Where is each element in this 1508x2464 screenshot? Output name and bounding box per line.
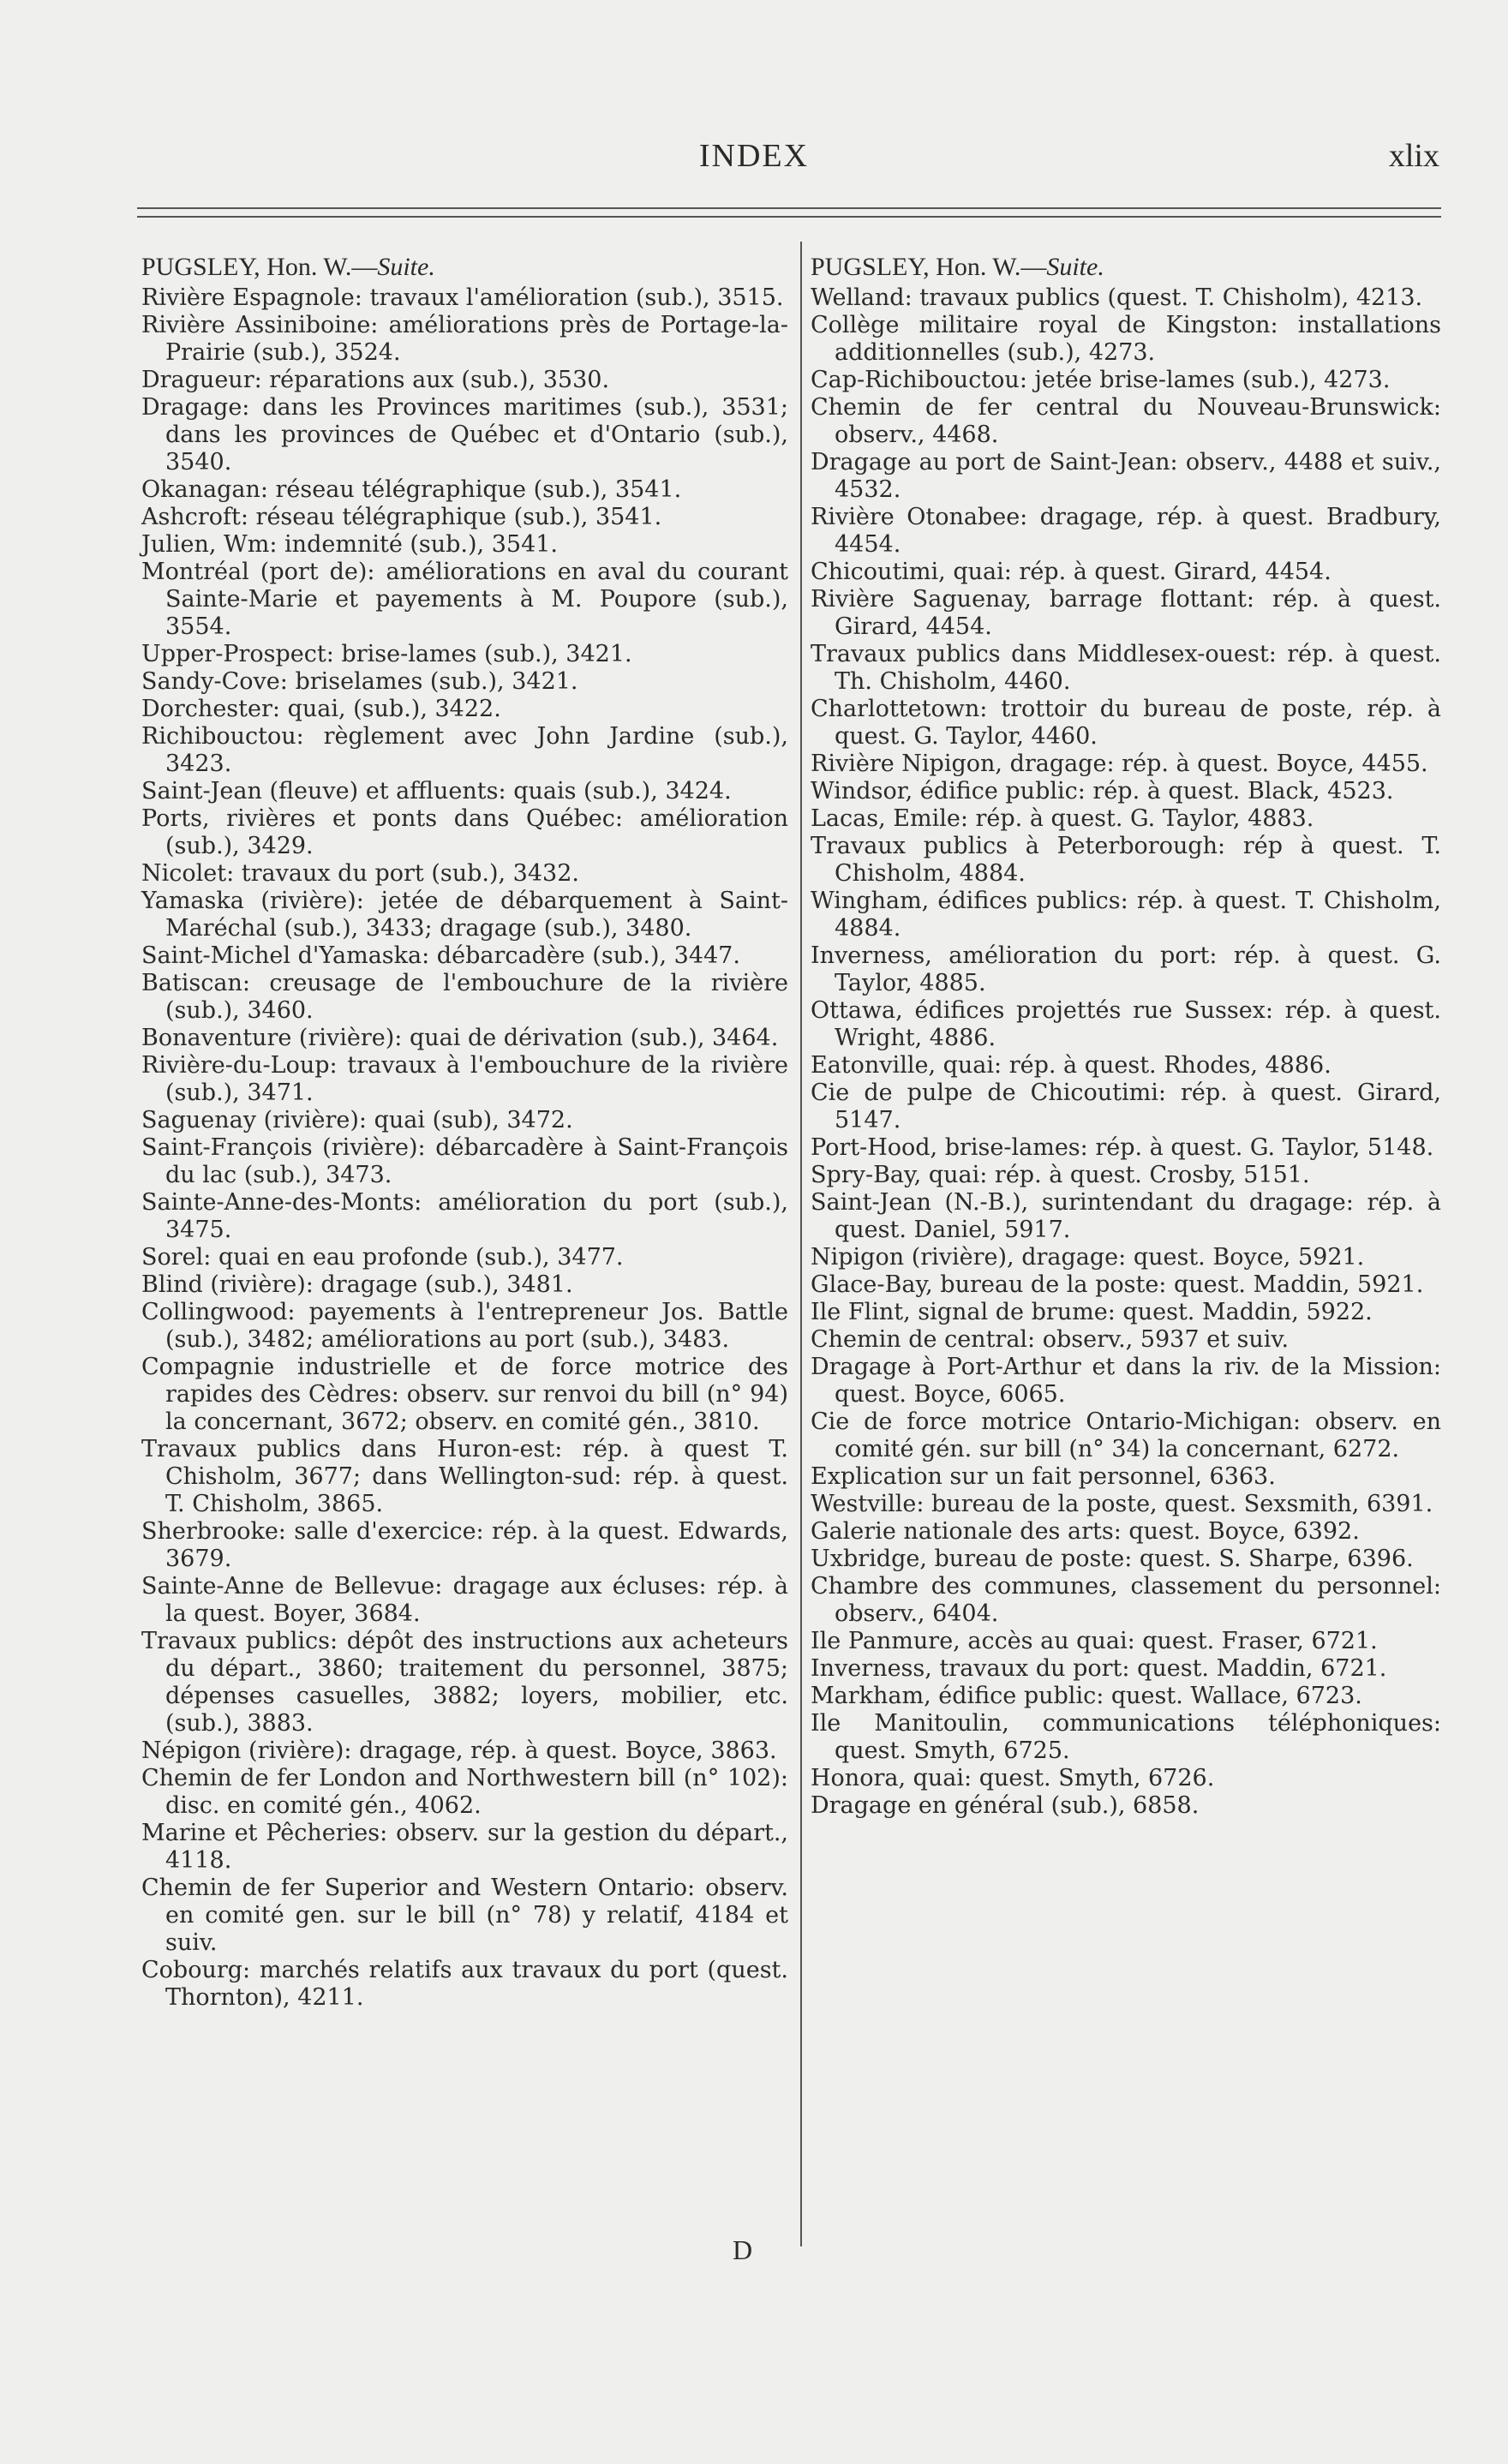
index-entry: Dragage au port de Saint-Jean: observ., 4488 et suiv., 4532. — [811, 449, 1441, 503]
index-entry: Upper-Prospect: brise-lames (sub.), 3421. — [141, 641, 632, 667]
index-entry: Collingwood: payements à l'entrepreneur Jos. Battle (sub.), 3482; améliorations au port (sub.), 3483. — [141, 1299, 788, 1353]
signature-mark: D — [733, 2234, 753, 2265]
index-entry: Travaux publics: dépôt des instructions aux acheteurs du départ., 3860; traitement du personnel, 3875; dépenses casuelles, 3882; loyers, mobilier, etc. (sub.), 3883. — [141, 1628, 788, 1737]
index-entry: Travaux publics à Peterborough: rép à quest. T. Chisholm, 4884. — [811, 833, 1441, 887]
index-entry: Saguenay (rivière): quai (sub), 3472. — [141, 1107, 573, 1133]
index-entry: Richibouctou: règlement avec John Jardine (sub.), 3423. — [141, 723, 788, 777]
index-entry: Cie de force motrice Ontario-Michigan: observ. en comité gén. sur bill (n° 34) la concernant, 6272. — [811, 1408, 1441, 1462]
index-entry: Chambre des communes, classement du personnel: observ., 6404. — [811, 1573, 1441, 1627]
index-entry: Rivière Espagnole: travaux l'amélioration (sub.), 3515. — [141, 284, 784, 311]
index-entry: Inverness, travaux du port: quest. Maddin, 6721. — [811, 1655, 1387, 1682]
running-head — [0, 137, 1508, 180]
index-entry: Travaux publics dans Middlesex-ouest: rép. à quest. Th. Chisholm, 4460. — [811, 641, 1441, 695]
index-entry: Saint-François (rivière): débarcadère à Saint-François du lac (sub.), 3473. — [141, 1134, 788, 1188]
index-entry: Dorchester: quai, (sub.), 3422. — [141, 696, 501, 722]
index-entry: Ashcroft: réseau télégraphique (sub.), 3541. — [141, 504, 662, 530]
index-entry: Ile Panmure, accès au quai: quest. Fraser, 6721. — [811, 1628, 1378, 1654]
heading-suffix: Suite. — [1046, 253, 1104, 281]
index-entry: Rivière Saguenay, barrage flottant: rép. à quest. Girard, 4454. — [811, 586, 1441, 640]
index-entry: Dragage à Port-Arthur et dans la riv. de la Mission: quest. Boyce, 6065. — [811, 1354, 1441, 1408]
index-entry: Saint-Jean (fleuve) et affluents: quais (sub.), 3424. — [141, 778, 732, 804]
index-entry: Cap-Richibouctou: jetée brise-lames (sub.), 4273. — [811, 367, 1391, 393]
index-entry: Chemin de fer central du Nouveau-Brunswick: observ., 4468. — [811, 394, 1441, 448]
index-entry: Cie de pulpe de Chicoutimi: rép. à quest. Girard, 5147. — [811, 1079, 1441, 1133]
index-entry: Chicoutimi, quai: rép. à quest. Girard, 4454. — [811, 559, 1331, 585]
index-entry: Julien, Wm: indemnité (sub.), 3541. — [141, 531, 559, 558]
column-divider — [800, 242, 802, 2246]
index-entry: Cobourg: marchés relatifs aux travaux du port (quest. Thornton), 4211. — [141, 1957, 788, 2011]
heading-name: PUGSLEY, Hon. W.— — [811, 253, 1047, 281]
index-entry: Chemin de fer London and Northwestern bill (n° 102): disc. en comité gén., 4062. — [141, 1765, 788, 1819]
index-entry: Explication sur un fait personnel, 6363. — [811, 1463, 1276, 1490]
index-entry: Rivière-du-Loup: travaux à l'embouchure de la rivière (sub.), 3471. — [141, 1052, 788, 1106]
left-entry-list — [141, 284, 788, 2012]
index-entry: Markham, édifice public: quest. Wallace, 6723. — [811, 1683, 1362, 1709]
index-entry: Rivière Nipigon, dragage: rép. à quest. Boyce, 4455. — [811, 751, 1428, 777]
heading-suffix: Suite. — [377, 253, 435, 281]
index-entry: Sandy-Cove: briselames (sub.), 3421. — [141, 668, 578, 695]
page-title: INDEX — [698, 138, 810, 174]
index-entry: Batiscan: creusage de l'embouchure de la rivière (sub.), 3460. — [141, 970, 788, 1024]
index-entry: Ile Flint, signal de brume: quest. Maddin, 5922. — [811, 1299, 1373, 1325]
index-entry: Port-Hood, brise-lames: rép. à quest. G. Taylor, 5148. — [811, 1134, 1434, 1161]
index-entry: Glace-Bay, bureau de la poste: quest. Maddin, 5921. — [811, 1271, 1424, 1298]
index-entry: Galerie nationale des arts: quest. Boyce, 6392. — [811, 1518, 1360, 1545]
index-entry: Compagnie industrielle et de force motrice des rapides des Cèdres: observ. sur renvoi du bill (n° 94) la concernant, 3672; observ. en comité gén., 3810. — [141, 1354, 788, 1435]
index-entry: Collège militaire royal de Kingston: installations additionnelles (sub.), 4273. — [811, 312, 1441, 366]
index-entry: Inverness, amélioration du port: rép. à quest. G. Taylor, 4885. — [811, 942, 1441, 996]
index-entry: Ports, rivières et ponts dans Québec: amélioration (sub.), 3429. — [141, 805, 788, 859]
header-rule-top — [137, 207, 1441, 209]
index-entry: Blind (rivière): dragage (sub.), 3481. — [141, 1271, 573, 1298]
left-column-heading — [141, 252, 788, 283]
index-entry: Rivière Assiniboine: améliorations près de Portage-la-Prairie (sub.), 3524. — [141, 312, 788, 366]
index-entry: Wingham, édifices publics: rép. à quest. T. Chisholm, 4884. — [811, 888, 1441, 942]
index-entry: Sainte-Anne de Bellevue: dragage aux écluses: rép. à la quest. Boyer, 3684. — [141, 1573, 788, 1627]
index-entry: Sainte-Anne-des-Monts: amélioration du port (sub.), 3475. — [141, 1189, 788, 1243]
index-entry: Lacas, Emile: rép. à quest. G. Taylor, 4883. — [811, 805, 1314, 832]
index-entry: Dragage: dans les Provinces maritimes (sub.), 3531; dans les provinces de Québec et d'Ontario (sub.), 3540. — [141, 394, 788, 475]
index-entry: Chemin de central: observ., 5937 et suiv. — [811, 1326, 1290, 1353]
index-entry: Népigon (rivière): dragage, rép. à quest. Boyce, 3863. — [141, 1737, 777, 1764]
index-entry: Westville: bureau de la poste, quest. Sexsmith, 6391. — [811, 1491, 1433, 1517]
index-entry: Charlottetown: trottoir du bureau de poste, rép. à quest. G. Taylor, 4460. — [811, 696, 1441, 750]
right-entry-list — [811, 284, 1441, 1820]
left-column — [141, 252, 788, 2012]
right-column — [811, 252, 1441, 1820]
index-entry: Bonaventure (rivière): quai de dérivation (sub.), 3464. — [141, 1025, 779, 1051]
heading-name: PUGSLEY, Hon. W.— — [141, 253, 378, 281]
index-entry: Saint-Michel d'Yamaska: débarcadère (sub.), 3447. — [141, 942, 740, 969]
index-entry: Okanagan: réseau télégraphique (sub.), 3541. — [141, 476, 682, 503]
index-entry: Chemin de fer Superior and Western Ontario: observ. en comité gen. sur le bill (n° 78) y relatif, 4184 et suiv. — [141, 1875, 788, 1956]
index-entry: Montréal (port de): améliorations en aval du courant Sainte-Marie et payements à M. Poupore (sub.), 3554. — [141, 559, 788, 640]
index-entry: Ile Manitoulin, communications téléphoniques: quest. Smyth, 6725. — [811, 1710, 1441, 1764]
index-entry: Dragueur: réparations aux (sub.), 3530. — [141, 367, 610, 393]
index-entry: Sherbrooke: salle d'exercice: rép. à la quest. Edwards, 3679. — [141, 1518, 788, 1572]
right-column-heading — [811, 252, 1441, 283]
index-entry: Marine et Pêcheries: observ. sur la gestion du départ., 4118. — [141, 1820, 788, 1874]
index-entry: Nicolet: travaux du port (sub.), 3432. — [141, 860, 579, 887]
index-entry: Rivière Otonabee: dragage, rép. à quest. Bradbury, 4454. — [811, 504, 1441, 558]
index-entry: Nipigon (rivière), dragage: quest. Boyce, 5921. — [811, 1244, 1365, 1271]
header-rule-bottom — [137, 216, 1441, 218]
index-entry: Saint-Jean (N.-B.), surintendant du dragage: rép. à quest. Daniel, 5917. — [811, 1189, 1441, 1243]
index-entry: Dragage en général (sub.), 6858. — [811, 1792, 1200, 1819]
index-entry: Travaux publics dans Huron-est: rép. à quest T. Chisholm, 3677; dans Wellington-sud: rép. à quest. T. Chisholm, 3865. — [141, 1436, 788, 1517]
index-entry: Ottawa, édifices projettés rue Sussex: rép. à quest. Wright, 4886. — [811, 997, 1441, 1051]
index-entry: Sorel: quai en eau profonde (sub.), 3477. — [141, 1244, 624, 1271]
page-number: xlix — [1388, 138, 1439, 174]
index-entry: Yamaska (rivière): jetée de débarquement à Saint-Maréchal (sub.), 3433; dragage (sub.), 3480. — [141, 888, 788, 942]
index-entry: Uxbridge, bureau de poste: quest. S. Sharpe, 6396. — [811, 1546, 1414, 1572]
index-entry: Welland: travaux publics (quest. T. Chisholm), 4213. — [811, 284, 1423, 311]
index-entry: Eatonville, quai: rép. à quest. Rhodes, 4886. — [811, 1052, 1331, 1079]
index-entry: Honora, quai: quest. Smyth, 6726. — [811, 1765, 1215, 1791]
index-entry: Windsor, édifice public: rép. à quest. Black, 4523. — [811, 778, 1394, 804]
index-entry: Spry-Bay, quai: rép. à quest. Crosby, 5151. — [811, 1162, 1310, 1188]
